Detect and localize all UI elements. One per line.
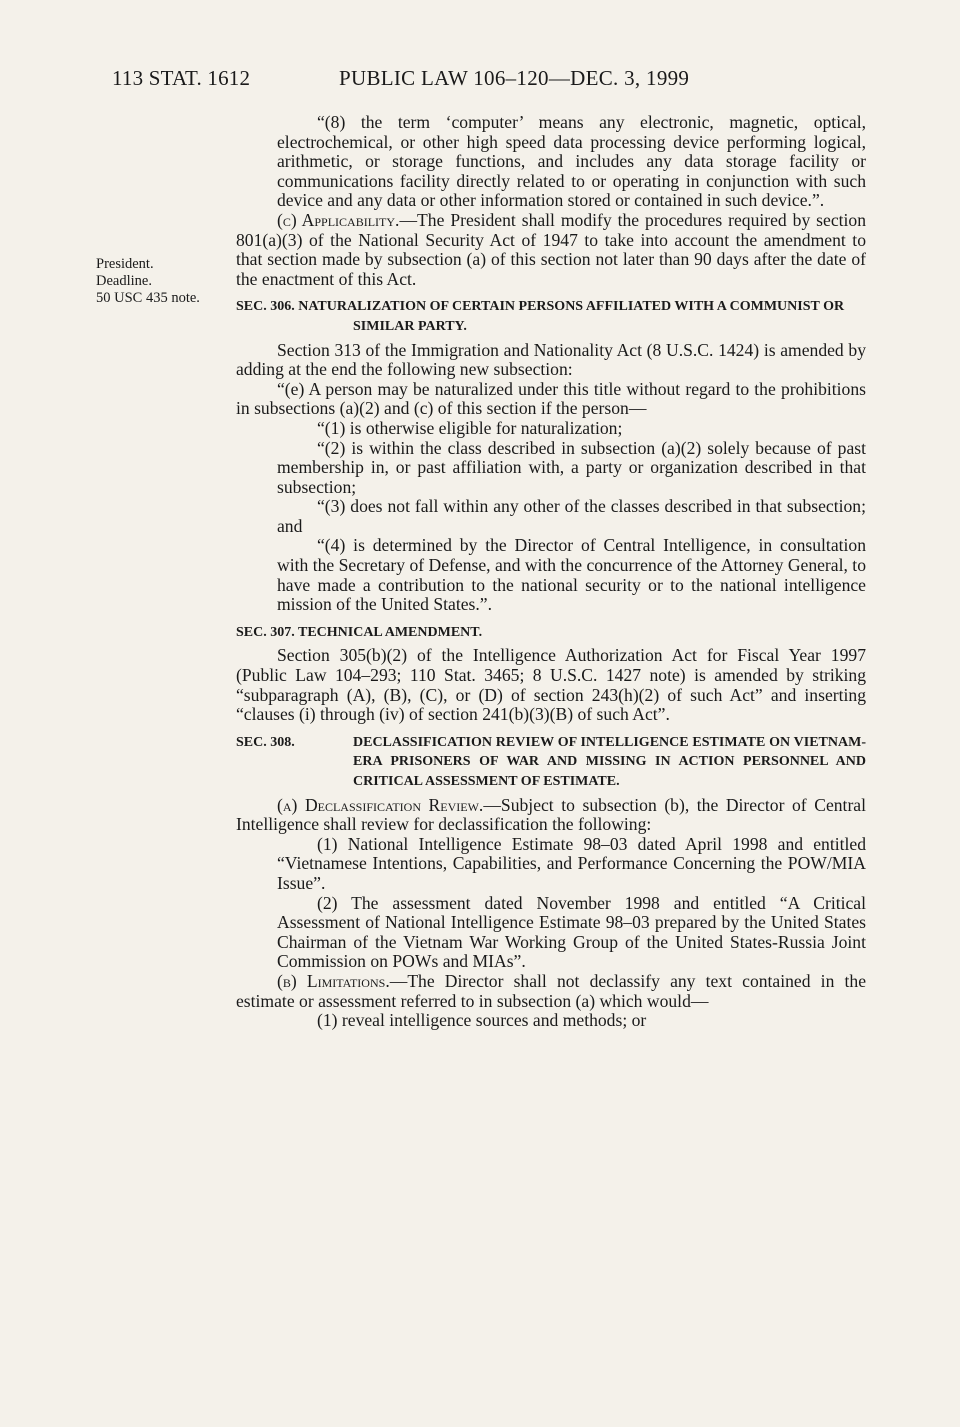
list-item: (2) The assessment dated November 1998 and entitled “A Critical Assessment of National Intelligence Estimate 98–03 prepared by the United States Chairman of the Vietnam War Working Group of the United States-Russia Joint Commission on POWs and MIAs”. bbox=[277, 892, 866, 972]
subsection-b-text: —The Director shall not declassify any text contained in the estimate or assessment referred to in subsection (a) which would— bbox=[236, 970, 867, 1011]
list-item: “(3) does not fall within any other of the classes described in that subsection; and bbox=[277, 496, 866, 536]
sec-308-heading bbox=[236, 733, 866, 792]
list-item: “(2) is within the class described in subsection (a)(2) solely because of past membership in, or past affiliation with, a party or organization described in that subsection; bbox=[277, 437, 866, 497]
paragraph-8: “(8) the term ‘computer’ means any electronic, magnetic, optical, electrochemical, or other high speed data processing device performing logical, arithmetic, or storage functions, and includes any data storage facility or communications facility directly related to or operating in conjunction with such device and any data or other information stored or contained in such device.”. bbox=[277, 112, 866, 211]
sec-308-number: SEC. 308. bbox=[236, 734, 295, 750]
subsection-a-label: (a) Declassification Review. bbox=[277, 794, 484, 815]
list-item: “(4) is determined by the Director of Central Intelligence, in consultation with the Secretary of Defense, and with the concurrence of the Attorney General, to have made a contribution to the national security or to the national intelligence mission of the United States.”. bbox=[277, 535, 866, 615]
sec-308-subsection-b bbox=[236, 972, 866, 1011]
sec-308-subsection-a bbox=[236, 796, 866, 835]
list-item: “(1) is otherwise eligible for naturalization; bbox=[317, 417, 623, 438]
sec-306-intro: Section 313 of the Immigration and Nationality Act (8 U.S.C. 1424) is amended by adding at the end the following new subsection: bbox=[236, 339, 866, 380]
sec-308-title: DECLASSIFICATION REVIEW OF INTELLIGENCE ESTIMATE ON VIETNAM-ERA PRISONERS OF WAR AND MISSING IN ACTION PERSONNEL AND CRITICAL ASSESSMENT OF ESTIMATE. bbox=[353, 734, 866, 789]
list-item: (1) reveal intelligence sources and methods; or bbox=[317, 1010, 647, 1031]
sec-307-heading: SEC. 307. TECHNICAL AMENDMENT. bbox=[236, 624, 483, 640]
sec-306-heading: SEC. 306. NATURALIZATION OF CERTAIN PERSONS AFFILIATED WITH A COMMUNIST OR SIMILAR PARTY. bbox=[236, 299, 845, 334]
running-header: PUBLIC LAW 106–120—DEC. 3, 1999 bbox=[339, 66, 690, 90]
margin-note-deadline: Deadline. bbox=[96, 273, 152, 289]
subsection-c-text: —The President shall modify the procedures required by section 801(a)(3) of the National Security Act of 1947 to take into account the amendment to that section made by subsection (a) of this section not later than 90 days after the date of the enactment of this Act. bbox=[236, 209, 866, 289]
subsection-c bbox=[236, 211, 866, 289]
list-item: (1) National Intelligence Estimate 98–03 dated April 1998 and entitled “Vietnamese Intentions, Capabilities, and Performance Concerning the POW/MIA Issue”. bbox=[277, 833, 866, 893]
document-body bbox=[236, 113, 866, 1031]
subsection-c-label: (c) Applicability. bbox=[277, 209, 400, 230]
subsection-a-text: —Subject to subsection (b), the Director of Central Intelligence shall review for declassification the following: bbox=[236, 794, 866, 835]
subsection-b-label: (b) Limitations. bbox=[277, 970, 390, 991]
margin-note-president: President. bbox=[96, 256, 154, 272]
margin-note-usc: 50 USC 435 note. bbox=[96, 290, 200, 306]
sec-307-text: Section 305(b)(2) of the Intelligence Authorization Act for Fiscal Year 1997 (Public Law 104–293; 110 Stat. 3465; 8 U.S.C. 1427 note) is amended by striking “subparagraph (A), (B), (C), or (D) of section 243(h)(2) of such Act” and inserting “clauses (i) through (iv) of section 241(b)(3)(B) of such Act”. bbox=[236, 645, 866, 725]
stat-page-number: 113 STAT. 1612 bbox=[112, 66, 251, 90]
sec-306-subsection-e: “(e) A person may be naturalized under this title without regard to the prohibitions in subsections (a)(2) and (c) of this section if the person— bbox=[236, 378, 866, 419]
